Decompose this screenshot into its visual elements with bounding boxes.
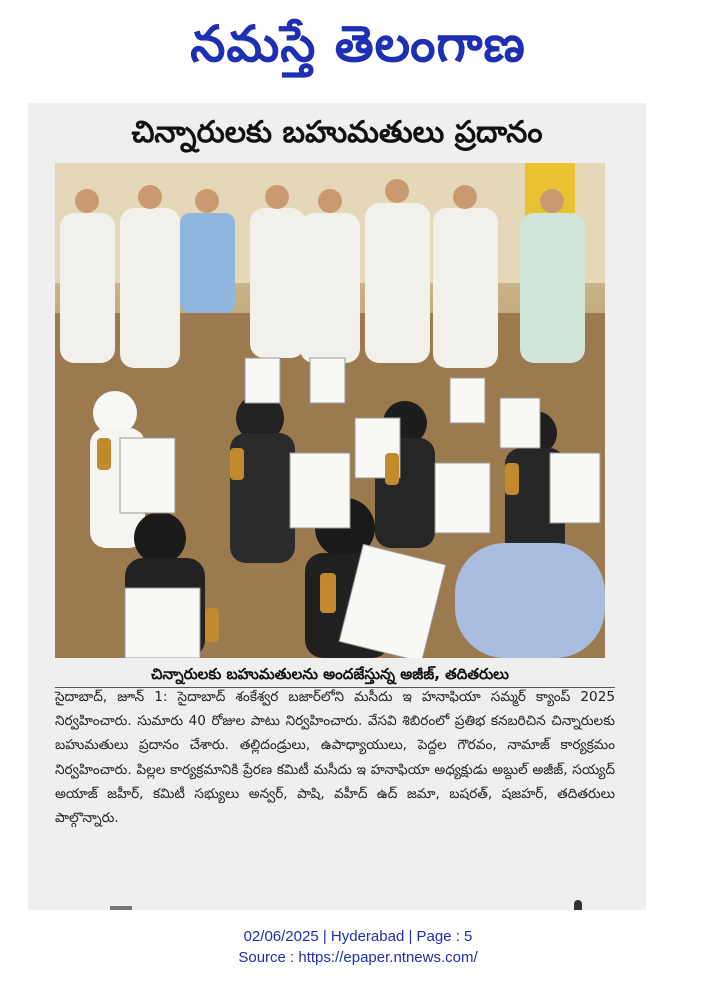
next-article-fragment <box>574 900 582 910</box>
edition-info: 02/06/2025 | Hyderabad | Page : 5 <box>243 928 473 945</box>
article-headline: చిన్నారులకు బహుమతులు ప్రదానం <box>131 115 543 150</box>
group-photo-illustration <box>55 163 605 658</box>
article-photo <box>55 163 605 658</box>
newspaper-masthead: నమస్తే తెలంగాణ <box>190 15 526 73</box>
photo-caption: చిన్నారులకు బహుమతులను అందజేస్తున్న అజీజ్, తదితరులు <box>151 665 509 683</box>
column-cut-mark <box>110 906 132 910</box>
news-clipping <box>28 103 646 910</box>
source-footer <box>0 926 716 968</box>
article-body <box>55 685 615 830</box>
article-body-text: సైదాబాద్, జూన్ 1: సైదాబాద్ శంకేశ్వర బజార్‌లోని మసీదు ఇ హనాఫియా సమ్మర్ క్యాంప్ 2025 నిర్వహించారు. సుమారు 40 రోజుల పాటు నిర్వహించారు. వేసవి శిబిరంలో ప్రతిభ కనబరిచిన చిన్నారులకు బహుమతులు ప్రదానం చేశారు. తల్లిదండ్రులు, ఉపాధ్యాయులు, పెద్దల గౌరవం, నామాజ్ కార్యక్రమం నిర్వహించారు. పిల్లల కార్యక్రమానికి ప్రేరణ కమిటీ మసీదు ఇ హనాఫియా అధ్యక్షుడు అబ్దుల్ అజీజ్, సయ్యద్ అయాజ్ జహీర్, కమిటీ సభ్యులు అన్వర్, పాషి, వహీద్ ఉద్ జమా, బషరత్, షజహర్, తదితరులు పాల్గొన్నారు. <box>55 689 615 827</box>
source-url: Source : https://epaper.ntnews.com/ <box>238 949 478 966</box>
